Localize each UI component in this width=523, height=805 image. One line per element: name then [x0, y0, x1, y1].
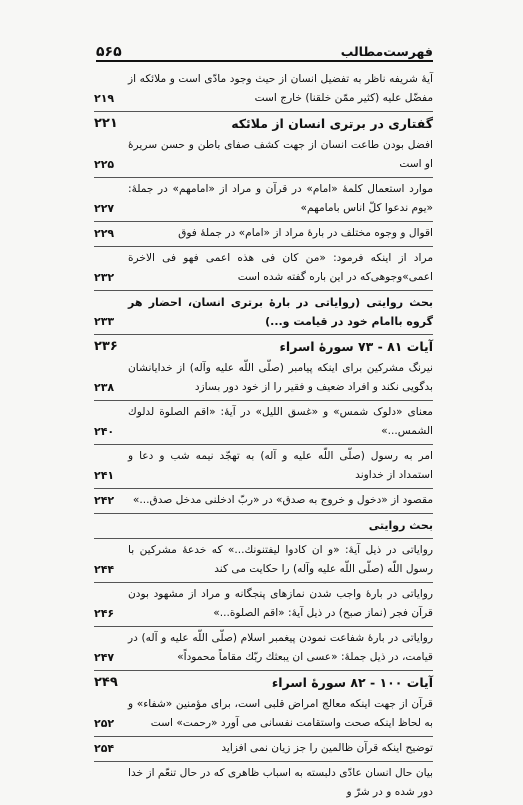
- toc-entry: [94, 249, 433, 287]
- entry-divider: [94, 538, 433, 539]
- page-number: ۵۶۵: [96, 44, 122, 60]
- entry-text: اقوال و وجوه مختلف در بارهٔ مراد از «امام» در جملهٔ فوق: [178, 227, 433, 239]
- entry-page-number: ۲۳۳: [94, 315, 115, 328]
- entry-page-number: ۲۲۱: [94, 116, 118, 131]
- entry-page-number: ۲۲۹: [94, 227, 115, 240]
- entry-text: روایاتی در بارهٔ واجب شدن نمازهای پنجگانه و مراد از مشهود بودن قرآن فجر (نماز صبح) در ذیل آیهٔ: «اقم الصلوة...»: [128, 588, 433, 619]
- toc-entry: [94, 541, 433, 579]
- toc-entry: [94, 695, 433, 733]
- entry-page-number: ۲۲۵: [94, 158, 115, 171]
- entry-text: روایاتی در بارهٔ شفاعت نمودن پیغمبر اسلام (صلّی اللّه علیه و آله) در قیامت، در ذیل جملهٔ: «عسی ان یبعثك ربّك مقاماً محموداً»: [128, 632, 433, 663]
- entry-text: نیرنگ مشرکین برای اینکه پیامبر (صلّی اللّه علیه وآله) از خدایانشان بدگویی نکند و افراد ضعیف و فقیر را از خود دور بسازد: [128, 362, 433, 393]
- table-of-contents: [94, 70, 433, 805]
- entry-page-number: ۲۴۶: [94, 607, 115, 620]
- toc-heading: [94, 114, 433, 133]
- entry-divider: [94, 290, 433, 291]
- entry-text: آیهٔ شریفه ناظر به تفضیل انسان از حیث وجود مادّی است و ملائکه از مفضّل علیه (کثیر ممّن خلقنا) خارج است: [128, 73, 433, 104]
- toc-heading: [94, 337, 433, 356]
- entry-text: قرآن از جهت اینکه معالج امراض قلبی است، برای مؤمنین «شفاء» و به لحاظ اینکه صحت واستقامت نفسانی می آورد «رحمت» است: [128, 698, 433, 729]
- entry-text: روایاتی در ذیل آیهٔ: «و ان کادوا لیفتنونك...» که خدعهٔ مشرکین با رسول اللّه (صلّی اللّه علیه وآله) را حکایت می کند: [128, 544, 433, 575]
- page-header: [96, 42, 433, 62]
- entry-text: آیات ۱۰۰ - ۸۲ سورهٔ اسراء: [271, 675, 433, 690]
- entry-divider: [94, 177, 433, 178]
- entry-text: امر به رسول (صلّی اللّه علیه و آله) به تهجّد نیمه شب و دعا و استمداد از خداوند: [128, 450, 433, 481]
- entry-text: آیات ۸۱ - ۷۳ سورهٔ اسراء: [279, 339, 433, 354]
- entry-divider: [94, 246, 433, 247]
- entry-page-number: ۲۴۱: [94, 469, 115, 482]
- entry-page-number: ۲۲۷: [94, 202, 115, 215]
- toc-entry: [94, 136, 433, 174]
- entry-text: معنای «دلوک شمس» و «غسق اللیل» در آیهٔ: «اقم الصلوة لدلوك الشمس...»: [128, 406, 433, 437]
- entry-page-number: ۲۳۸: [94, 381, 115, 394]
- entry-text: بحث روایتی: [368, 519, 433, 532]
- toc-entry: [94, 180, 433, 218]
- entry-divider: [94, 582, 433, 583]
- entry-page-number: ۲۴۲: [94, 494, 115, 507]
- entry-divider: [94, 488, 433, 489]
- entry-divider: [94, 513, 433, 514]
- entry-text: موارد استعمال کلمهٔ «امام» در قرآن و مراد از «امامهم» در جملهٔ: «یوم ندعوا کلّ اناس بامامهم»: [128, 183, 433, 214]
- entry-text: افضل بودن طاعت انسان از جهت کشف صفای باطن و حسن سریرهٔ او است: [128, 139, 433, 170]
- entry-divider: [94, 111, 433, 112]
- toc-entry: [94, 224, 433, 243]
- entry-divider: [94, 400, 433, 401]
- toc-entry: [94, 70, 433, 108]
- toc-entry: [94, 764, 433, 802]
- toc-entry: [94, 739, 433, 758]
- toc-section-entry: [94, 516, 433, 535]
- entry-page-number: ۲۳۲: [94, 271, 115, 284]
- toc-entry: [94, 403, 433, 441]
- toc-entry: [94, 359, 433, 397]
- entry-page-number: ۲۱۹: [94, 92, 115, 105]
- entry-page-number: ۲۴۰: [94, 425, 115, 438]
- entry-divider: [94, 626, 433, 627]
- entry-page-number: ۲۳۶: [94, 339, 118, 354]
- toc-heading: [94, 673, 433, 692]
- entry-page-number: ۲۵۴: [94, 742, 115, 755]
- toc-entry: [94, 585, 433, 623]
- toc-entry: [94, 629, 433, 667]
- toc-entry: [94, 447, 433, 485]
- entry-divider: [94, 761, 433, 762]
- entry-text: گفتاری در برتری انسان از ملائکه: [231, 116, 433, 131]
- entry-divider: [94, 221, 433, 222]
- entry-text: بحث روایتی (روایاتی در بارهٔ برتری انسان، احضار هر گروه باامام خود در قیامت و...): [128, 296, 433, 328]
- entry-divider: [94, 736, 433, 737]
- entry-divider: [94, 670, 433, 671]
- entry-page-number: ۲۵۲: [94, 717, 115, 730]
- entry-page-number: ۲۴۹: [94, 675, 118, 690]
- entry-page-number: ۲۴۴: [94, 563, 115, 576]
- entry-divider: [94, 334, 433, 335]
- entry-divider: [94, 444, 433, 445]
- entry-text: بیان حال انسان عادّی دلبسته به اسباب ظاهری که در حال تنعّم از خدا دور شده و در شرّ و: [128, 767, 433, 798]
- entry-page-number: ۲۴۷: [94, 651, 115, 664]
- entry-text: توضیح اینکه قرآن ظالمین را جز زیان نمی افزاید: [221, 742, 433, 754]
- running-title: فهرست‌مطالب: [340, 44, 433, 59]
- entry-text: مراد از اینکه فرمود: «من کان فی هذه اعمی فهو فی الاخرة اعمی»وجوهی‌که در این باره گفته شده است: [128, 252, 433, 283]
- toc-entry: [94, 491, 433, 510]
- entry-text: مقصود از «دخول و خروج به صدق» در «ربّ ادخلنی مدخل صدق...»: [132, 494, 433, 506]
- toc-section-entry: [94, 293, 433, 331]
